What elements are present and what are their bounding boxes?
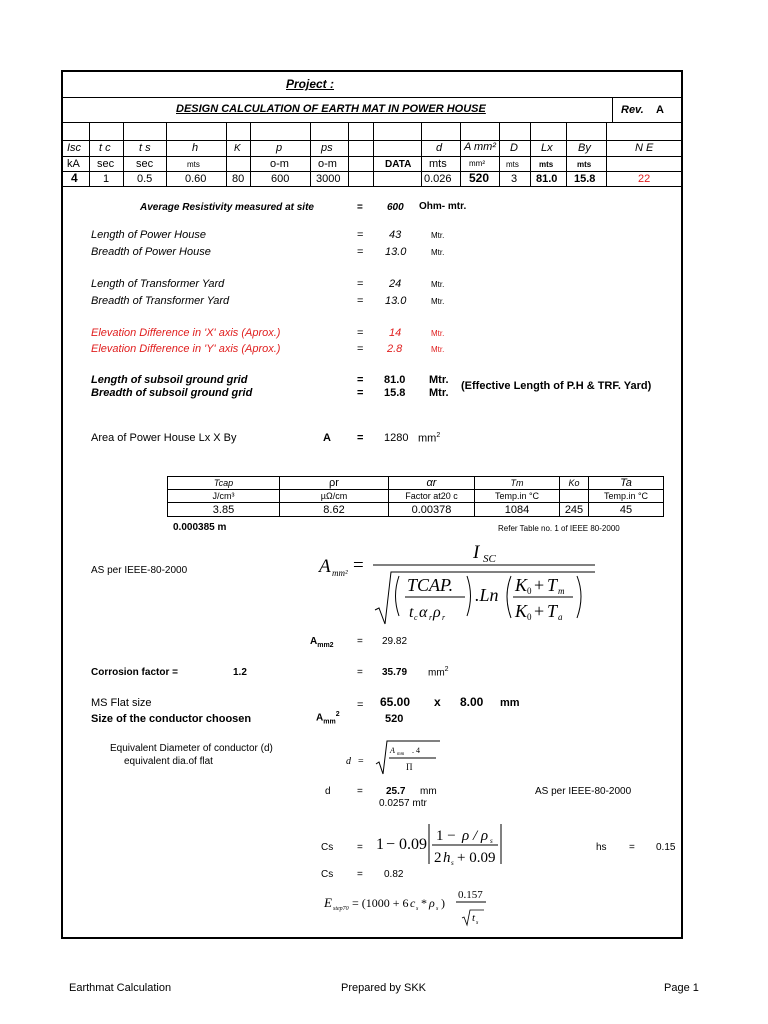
prop-unit: [560, 490, 589, 503]
ms-flat-unit: mm: [500, 697, 520, 709]
d-value: 25.7: [386, 786, 406, 797]
symbol-lx: Lx: [541, 142, 553, 154]
equals-sign: =: [357, 278, 364, 290]
value-k: 80: [232, 173, 245, 185]
svg-text:+: +: [534, 601, 545, 621]
prop-value: 0.00378: [389, 503, 475, 517]
value-amm2: 520: [469, 171, 490, 185]
divider: [61, 171, 683, 172]
unit-h: mts: [187, 160, 200, 169]
equals-sign: =: [357, 432, 364, 444]
equivalent-diameter-formula: [340, 738, 440, 778]
equals-sign: =: [629, 842, 635, 853]
value-lx: 81.0: [536, 173, 558, 185]
svg-text:+: +: [534, 575, 545, 595]
unit-D: mts: [506, 160, 519, 169]
ph-breadth-value: 13.0: [385, 246, 407, 258]
resistivity-converted: 0.000385 m: [173, 522, 227, 533]
svg-text:ρ: ρ: [433, 604, 441, 621]
divider: [61, 140, 683, 141]
amm2-symbol: $A_{mm2}$: [310, 636, 334, 649]
svg-text:0.157: 0.157: [458, 889, 483, 901]
divider: [460, 122, 461, 186]
ieee-reference: AS per IEEE-80-2000: [535, 786, 632, 797]
symbol-ps: ps: [321, 142, 333, 154]
unit-amm2: mm²: [469, 159, 485, 168]
divider: [421, 122, 422, 186]
unit-mtr: Mtr.: [431, 280, 445, 289]
svg-text:− 0.09: − 0.09: [386, 836, 428, 853]
svg-text:s: s: [476, 920, 479, 926]
svg-text:c: c: [410, 896, 416, 910]
svg-text:m: m: [558, 586, 565, 596]
svg-text:h: h: [443, 850, 451, 866]
area-label: Area of Power House Lx X By: [91, 432, 237, 444]
prop-unit: µΩ/cm: [280, 490, 389, 503]
equals-sign: =: [357, 699, 364, 711]
svg-text:mm²: mm²: [332, 568, 348, 578]
svg-text:2: 2: [434, 850, 442, 866]
divider: [61, 186, 683, 187]
d-unit: mm: [420, 786, 437, 797]
svg-text:=: =: [358, 756, 364, 767]
unit-mtr: Mtr.: [431, 248, 445, 257]
document-title: DESIGN CALCULATION OF EARTH MAT IN POWER HOUSE: [176, 103, 486, 115]
svg-text:T: T: [547, 575, 558, 595]
equals-sign: =: [357, 202, 363, 213]
svg-text:A: A: [319, 556, 331, 577]
svg-text:mm: mm: [397, 752, 405, 757]
symbol-D: D: [510, 142, 518, 154]
divider: [166, 122, 167, 186]
ms-flat-x: x: [434, 695, 441, 709]
svg-text:=: =: [353, 555, 364, 576]
elev-y-value: 2.8: [387, 343, 403, 355]
svg-text:+ 0.09: + 0.09: [457, 850, 496, 866]
prop-value: 8.62: [280, 503, 389, 517]
svg-text:s: s: [490, 837, 493, 845]
svg-text:1 −: 1 −: [436, 828, 456, 844]
divider: [499, 122, 500, 186]
data-label: DATA: [385, 159, 412, 170]
value-ne: 22: [638, 173, 651, 185]
prop-unit: Temp.in °C: [589, 490, 664, 503]
svg-text:step70: step70: [333, 906, 349, 912]
value-d: 0.026: [424, 173, 452, 185]
unit-mtr: Mtr.: [431, 329, 445, 338]
svg-text:α: α: [419, 604, 428, 621]
corrected-area-unit: $mm^2$: [428, 666, 449, 679]
rev-value: A: [656, 104, 664, 116]
unit-ts: sec: [136, 158, 154, 170]
prop-value: 1084: [475, 503, 560, 517]
hs-value: 0.15: [656, 842, 676, 853]
equiv-dia-sublabel: equivalent dia.of flat: [124, 756, 213, 767]
svg-text:K: K: [515, 601, 528, 621]
footer-left: Earthmat Calculation: [69, 982, 172, 994]
divider: [61, 97, 683, 98]
svg-text:ρ: ρ: [429, 896, 435, 910]
d-label: d: [325, 786, 331, 797]
value-by: 15.8: [574, 173, 596, 185]
value-p: 600: [271, 173, 290, 185]
unit-tc: sec: [97, 158, 115, 170]
prop-header: ρr: [280, 477, 389, 490]
divider: [530, 122, 531, 186]
grid-unit: Mtr.: [429, 387, 449, 399]
symbol-k: K: [234, 143, 241, 154]
unit-ps: o-m: [318, 158, 337, 170]
divider: [61, 156, 683, 157]
prop-header: αr: [389, 477, 475, 490]
svg-text:t: t: [409, 604, 414, 621]
equiv-dia-label: Equivalent Diameter of conductor (d): [110, 743, 273, 754]
divider: [612, 97, 613, 122]
svg-text:ρ / ρ: ρ / ρ: [462, 828, 489, 844]
prop-value: 245: [560, 503, 589, 517]
svg-text:E: E: [324, 895, 332, 910]
elev-x-label: Elevation Difference in 'X' axis (Aprox.): [91, 327, 281, 339]
svg-text:t: t: [472, 912, 476, 924]
svg-text:T: T: [547, 601, 558, 621]
avg-resistivity-value: 600: [387, 202, 404, 213]
svg-text:s: s: [416, 906, 419, 912]
equals-sign: =: [357, 667, 363, 678]
prop-value: 3.85: [168, 503, 280, 517]
svg-text:*: *: [421, 896, 427, 910]
svg-text:s: s: [436, 906, 439, 912]
prop-unit: Temp.in °C: [475, 490, 560, 503]
equals-sign: =: [357, 343, 364, 355]
unit-lx: mts: [539, 160, 554, 169]
table-reference: Refer Table no. 1 of IEEE 80-2000: [498, 524, 620, 533]
symbol-d: d: [436, 142, 443, 154]
svg-text:a: a: [558, 612, 563, 622]
svg-text:r: r: [429, 613, 433, 622]
ms-flat-width: 65.00: [380, 695, 411, 709]
grid-length-label: Length of subsoil ground grid: [91, 374, 248, 386]
effective-length-note: (Effective Length of P.H & TRF. Yard): [461, 380, 652, 392]
ph-length-label: Length of Power House: [91, 229, 206, 241]
value-tc: 1: [103, 173, 110, 185]
cs-formula: [374, 820, 509, 868]
project-label: Project :: [286, 77, 335, 91]
conductor-symbol: $A_{mm}^2$: [316, 711, 340, 726]
unit-p: o-m: [270, 158, 289, 170]
ms-flat-thickness: 8.00: [460, 695, 484, 709]
ph-length-value: 43: [389, 229, 402, 241]
divider: [226, 122, 227, 186]
svg-text:1: 1: [376, 836, 384, 853]
conductor-chosen-value: 520: [385, 713, 404, 725]
value-ps: 3000: [316, 173, 341, 185]
value-ts: 0.5: [137, 173, 153, 185]
grid-length-value: 81.0: [384, 374, 406, 386]
prop-header: Tm: [475, 477, 560, 490]
prop-value: 45: [589, 503, 664, 517]
svg-text:): ): [441, 896, 445, 910]
divider: [250, 122, 251, 186]
unit-mtr: Mtr.: [431, 231, 445, 240]
equals-sign: =: [357, 842, 363, 853]
corrected-area-value: 35.79: [382, 667, 408, 678]
hs-label: hs: [596, 842, 607, 853]
equals-sign: =: [357, 869, 363, 880]
unit-d: mts: [429, 158, 447, 170]
avg-resistivity-label: Average Resistivity measured at site: [140, 202, 314, 213]
svg-text:r: r: [442, 613, 446, 622]
cs-value: 0.82: [384, 869, 404, 880]
ph-breadth-label: Breadth of Power House: [91, 246, 211, 258]
prop-header: Tcap: [168, 477, 280, 490]
unit-mtr: Mtr.: [431, 297, 445, 306]
svg-text:0: 0: [527, 586, 532, 596]
prop-unit: J/cm³: [168, 490, 280, 503]
area-value: 1280: [384, 432, 409, 444]
prop-header: Ko: [560, 477, 589, 490]
symbol-tc: t c: [99, 142, 111, 154]
elev-y-label: Elevation Difference in 'Y' axis (Aprox.): [91, 343, 281, 355]
value-isc: 4: [71, 171, 78, 185]
corrosion-value: 1.2: [233, 667, 247, 678]
corrosion-label: Corrosion factor =: [91, 667, 178, 678]
symbol-ts: t s: [139, 142, 151, 154]
d-value-metres: 0.0257 mtr: [379, 798, 427, 809]
divider: [89, 122, 90, 186]
equals-sign: =: [357, 295, 364, 307]
svg-text:TCAP.: TCAP.: [407, 575, 454, 595]
cs-label: Cs: [321, 842, 334, 853]
symbol-p: p: [276, 142, 283, 154]
rev-label: Rev.: [621, 104, 644, 116]
divider: [566, 122, 567, 186]
ms-flat-label: MS Flat size: [91, 697, 152, 709]
footer-page-number: Page 1: [664, 982, 699, 994]
svg-text:0: 0: [527, 612, 532, 622]
material-property-table: [167, 476, 664, 517]
divider: [61, 122, 683, 123]
ty-breadth-label: Breadth of Transformer Yard: [91, 295, 230, 307]
svg-text:= (1000 + 6: = (1000 + 6: [352, 896, 409, 910]
elev-x-value: 14: [389, 327, 402, 339]
svg-text:. 4: . 4: [412, 746, 420, 755]
svg-text:SC: SC: [483, 553, 496, 565]
area-symbol: A: [323, 432, 331, 444]
equals-sign: =: [357, 327, 364, 339]
grid-breadth-label: Breadth of subsoil ground grid: [91, 387, 253, 399]
equals-sign: =: [357, 786, 363, 797]
ty-length-value: 24: [389, 278, 402, 290]
conductor-chosen-label: Size of the conductor choosen: [91, 713, 252, 725]
divider: [348, 122, 349, 186]
equals-sign: =: [357, 374, 364, 386]
divider: [373, 122, 374, 186]
ieee-reference: AS per IEEE-80-2000: [91, 565, 188, 576]
step-voltage-formula: [322, 884, 497, 928]
equals-sign: =: [357, 636, 363, 647]
ty-breadth-value: 13.0: [385, 295, 407, 307]
unit-mtr: Mtr.: [431, 345, 445, 354]
symbol-amm2: A mm²: [464, 141, 496, 153]
svg-text:K: K: [515, 575, 528, 595]
grid-unit: Mtr.: [429, 374, 449, 386]
symbol-ne: N E: [635, 142, 654, 154]
equals-sign: =: [357, 246, 364, 258]
value-h: 0.60: [185, 173, 207, 185]
value-D: 3: [511, 173, 518, 185]
ty-length-label: Length of Transformer Yard: [91, 278, 225, 290]
divider: [606, 122, 607, 186]
symbol-by: By: [578, 142, 591, 154]
divider: [123, 122, 124, 186]
svg-text:s: s: [451, 859, 454, 867]
svg-text:.Ln: .Ln: [475, 585, 499, 605]
divider: [310, 122, 311, 186]
grid-breadth-value: 15.8: [384, 387, 406, 399]
prop-unit: Factor at20 c: [389, 490, 475, 503]
svg-text:A: A: [390, 746, 395, 755]
amm2-value: 29.82: [382, 636, 408, 647]
cs-label: Cs: [321, 869, 334, 880]
equals-sign: =: [357, 229, 364, 241]
svg-text:Π: Π: [406, 762, 413, 772]
avg-resistivity-unit: Ohm- mtr.: [419, 201, 467, 212]
conductor-area-formula: [315, 538, 605, 628]
prop-header: Ta: [589, 477, 664, 490]
footer-center: Prepared by SKK: [341, 982, 426, 994]
unit-by: mts: [577, 160, 592, 169]
symbol-h: h: [192, 142, 199, 154]
svg-text:I: I: [473, 542, 480, 563]
unit-isc: kA: [67, 158, 80, 170]
svg-text:d: d: [346, 756, 351, 767]
area-unit: $mm^2$: [418, 432, 441, 445]
equals-sign: =: [357, 387, 364, 399]
symbol-isc: Isc: [67, 142, 82, 154]
svg-text:c: c: [414, 613, 418, 622]
